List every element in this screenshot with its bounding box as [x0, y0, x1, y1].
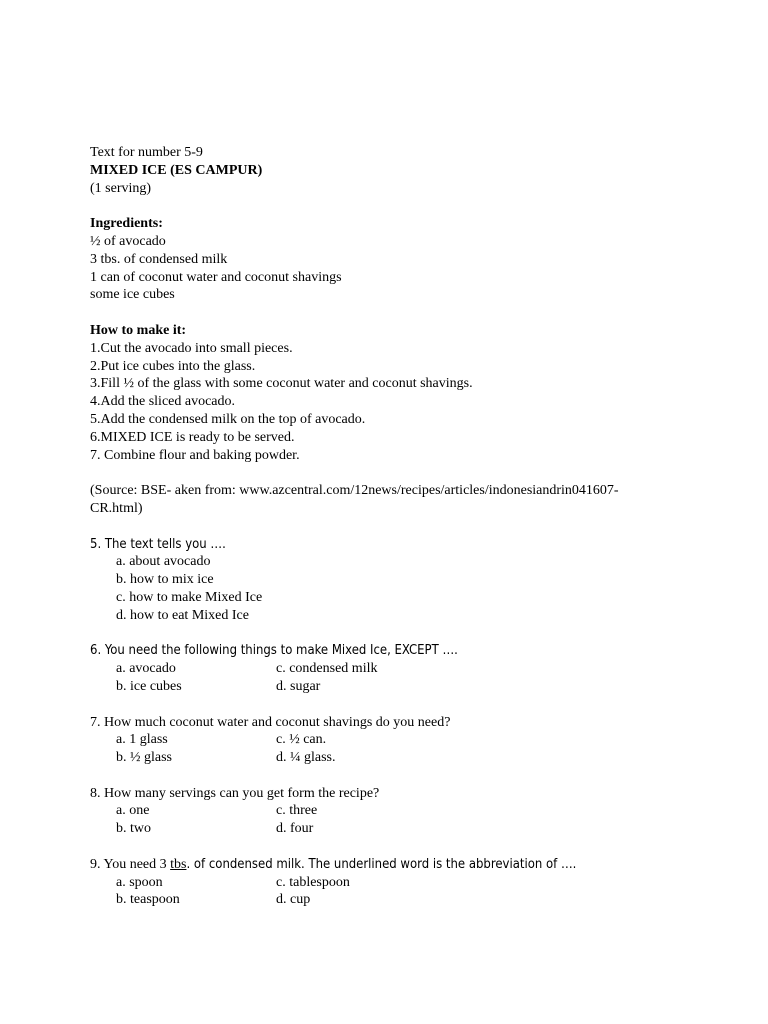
option-7b: b. ½ glass	[116, 750, 172, 766]
ingredients-heading: Ingredients:	[90, 216, 163, 232]
option-row	[116, 891, 750, 909]
question-8: 8. How many servings can you get form the recipe?	[90, 785, 380, 801]
step-item: 7. Combine flour and baking powder.	[90, 447, 300, 463]
option-row	[116, 874, 750, 892]
option-9a: a. spoon	[116, 874, 163, 890]
option-6b: b. ice cubes	[116, 678, 182, 694]
spacer	[90, 767, 750, 785]
serving-info: (1 serving)	[90, 180, 152, 196]
step-item: 5.Add the condensed milk on the top of avocado.	[90, 411, 366, 427]
question-8-options	[90, 802, 750, 838]
question-6: 6. You need the following things to make Mixed Ice, EXCEPT ….	[90, 643, 458, 659]
option-row	[116, 820, 750, 838]
option-row	[116, 802, 750, 820]
option-5d: d. how to eat Mixed Ice	[116, 607, 249, 623]
spacer	[90, 518, 750, 536]
option-8b: b. two	[116, 821, 151, 837]
step-item: 4.Add the sliced avocado.	[90, 394, 236, 410]
underlined-word: tbs	[170, 856, 187, 872]
question-5-options	[90, 553, 750, 624]
step-item: 6.MIXED ICE is ready to be served.	[90, 429, 295, 445]
option-5c: c. how to make Mixed Ice	[116, 589, 263, 605]
question-9-options	[90, 874, 750, 910]
option-8a: a. one	[116, 803, 150, 819]
option-6d: d. sugar	[276, 678, 321, 694]
option-8d: d. four	[276, 821, 314, 837]
ingredient-item: ½ of avocado	[90, 233, 166, 249]
question-6-options	[90, 660, 750, 696]
option-9d: d. cup	[276, 892, 311, 908]
option-9c: c. tablespoon	[276, 874, 350, 890]
option-5b: b. how to mix ice	[116, 572, 214, 588]
question-5: 5. The text tells you ….	[90, 536, 226, 552]
option-7c: c. ½ can.	[276, 732, 327, 748]
ingredient-item: some ice cubes	[90, 287, 175, 303]
step-item: 2.Put ice cubes into the glass.	[90, 358, 256, 374]
text-label: Text for number 5-9	[90, 145, 203, 160]
option-7d: d. ¼ glass.	[276, 750, 336, 766]
option-6a: a. avocado	[116, 661, 176, 677]
step-item: 3.Fill ½ of the glass with some coconut water and coconut shavings.	[90, 376, 473, 392]
spacer	[90, 696, 750, 714]
option-row	[116, 660, 750, 678]
option-6c: c. condensed milk	[276, 661, 378, 677]
source-line-2: CR.html)	[90, 500, 143, 516]
step-item: 1.Cut the avocado into small pieces.	[90, 340, 293, 356]
recipe-title: MIXED ICE (ES CAMPUR)	[90, 162, 263, 178]
spacer	[90, 464, 750, 482]
option-row	[116, 678, 750, 696]
question-9-part-1: 9. You need 3	[90, 856, 171, 872]
ingredient-item: 1 can of coconut water and coconut shavings	[90, 269, 342, 285]
steps-heading: How to make it:	[90, 322, 187, 338]
option-9b: b. teaspoon	[116, 892, 180, 908]
spacer	[90, 625, 750, 643]
spacer	[90, 304, 750, 322]
question-9-part-2: . of condensed milk. The underlined word is the abbreviation of ….	[186, 856, 577, 872]
spacer	[90, 838, 750, 856]
document-page	[90, 144, 750, 909]
question-7-options	[90, 731, 750, 767]
ingredient-item: 3 tbs. of condensed milk	[90, 251, 228, 267]
option-5a: a. about avocado	[116, 554, 211, 570]
question-9	[90, 856, 750, 874]
option-8c: c. three	[276, 803, 318, 819]
option-row	[116, 731, 750, 749]
spacer	[90, 197, 750, 215]
source-line-1: (Source: BSE- aken from: www.azcentral.com/12news/recipes/articles/indonesiandrin041607-	[90, 483, 619, 499]
option-row	[116, 749, 750, 767]
question-7: 7. How much coconut water and coconut shavings do you need?	[90, 714, 451, 730]
option-7a: a. 1 glass	[116, 732, 168, 748]
